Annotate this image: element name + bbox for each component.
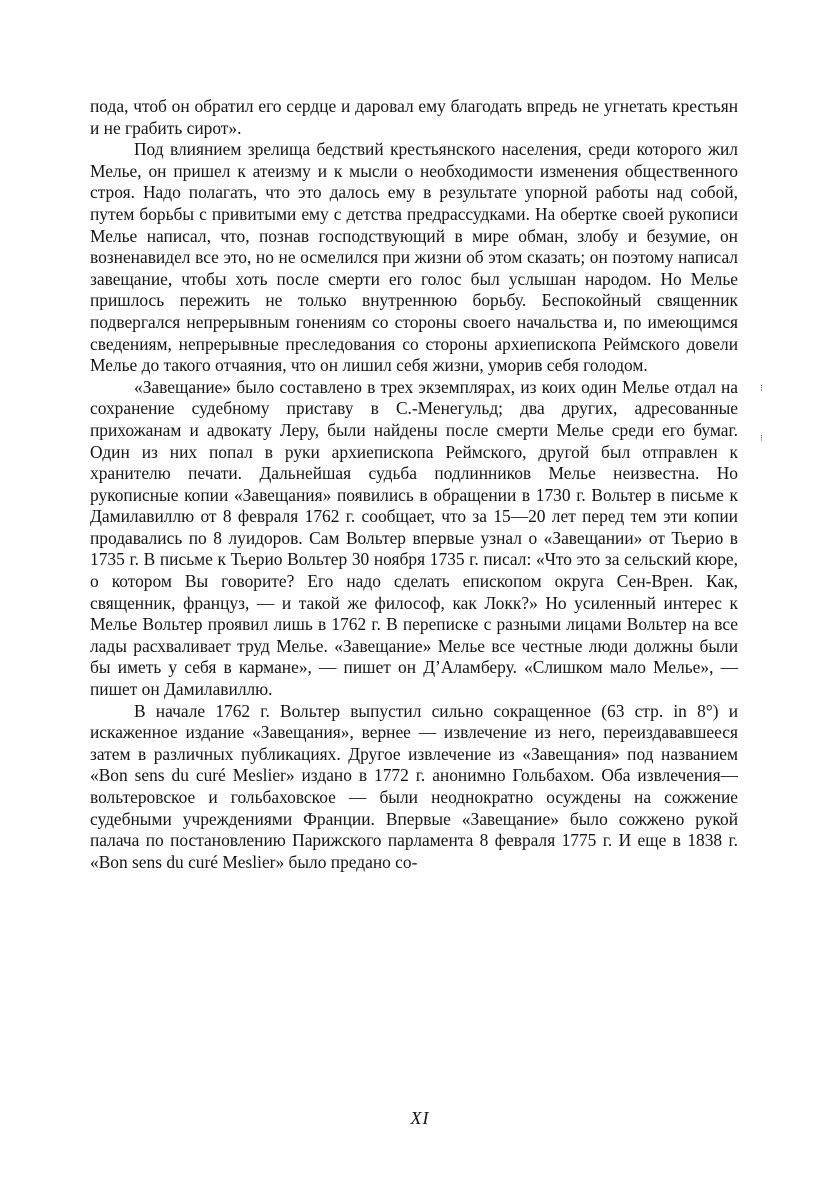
margin-mark: ⁝ <box>760 384 763 394</box>
page-number: XI <box>410 1108 430 1128</box>
paragraph-editions: В начале 1762 г. Вольтер выпустил сильно сокращенное (63 стр. in 8°) и искаженное издание «Завещания», вернее — извлечение из него, переиздававшееся затем в различных публикациях. Другое извлечение из «Завещания» под названием «Bon sens du curé Meslier» издано в 1772 г. анонимно Гольбахом. Оба извлечения—вольтеровское и гольбаховское — были неоднократно осуждены на сожжение судебными учреждениями Франции. Впервые «Завещание» было сожжено рукой палача по постановлению Парижского парламента 8 февраля 1775 г. И еще в 1838 г. «Bon sens du curé Meslier» было предано со- <box>90 700 738 872</box>
paragraph-continued: пода, чтоб он обратил его сердце и даровал ему благодать впредь не угнетать крестьян и не грабить сирот». <box>90 96 738 138</box>
paragraph-atheism: Под влиянием зрелища бедствий крестьянского населения, среди которого жил Мелье, он пришел к атеизму и к мысли о необходимости изменения общественного строя. Надо полагать, что это далось ему в результате упорной работы над собой, путем борьбы с привитыми ему с детства предрассудками. На обертке своей рукописи Мелье написал, что, познав господствующий в мире обман, злобу и безумие, он возненавидел все это, но не осмелился при жизни об этом сказать; он поэтому написал завещание, чтобы хоть после смерти его голос был услышан народом. Но Мелье пришлось пережить не только внутреннюю борьбу. Беспокойный священник подвергался непрерывным гонениям со стороны своего начальства и, по имеющимся сведениям, непрерывные преследования со стороны архиепископа Реймского довели Мелье до такого отчаяния, что он лишил себя жизни, уморив себя голодом. <box>90 139 738 376</box>
document-page <box>90 96 738 873</box>
paragraph-testament: «Завещание» было составлено в трех экземплярах, из коих один Мелье отдал на сохранение судебному приставу в С.-Менегульд; два других, адресованные прихожанам и адвокату Леру, были найдены после смерти Мелье среди его бумаг. Один из них попал в руки архиепископа Реймского, другой был отправлен к хранителю печати. Дальнейшая судьба подлинников Мелье неизвестна. Но рукописные копии «Завещания» появились в обращении в 1730 г. Вольтер в письме к Дамилавиллю от 8 февраля 1762 г. сообщает, что за 15—20 лет перед тем эти копии продавались по 8 луидоров. Сам Вольтер впервые узнал о «Завещании» от Тьерио в 1735 г. В письме к Тьерио Вольтер 30 ноября 1735 г. писал: «Что это за сельский кюре, о котором Вы говорите? Его надо сделать епископом округа Сен-Врен. Как, священник, француз, — и такой же философ, как Локк?» Но усиленный интерес к Мелье Вольтер проявил лишь в 1762 г. В переписке с разными лицами Вольтер на все лады расхваливает труд Мелье. «Завещание» Мелье все честные люди должны были бы иметь у себя в кармане», — пишет он Д’Аламберу. «Слишком мало Мелье», — пишет он Дамилавиллю. <box>90 376 738 700</box>
margin-mark: ⁝ <box>760 434 763 444</box>
